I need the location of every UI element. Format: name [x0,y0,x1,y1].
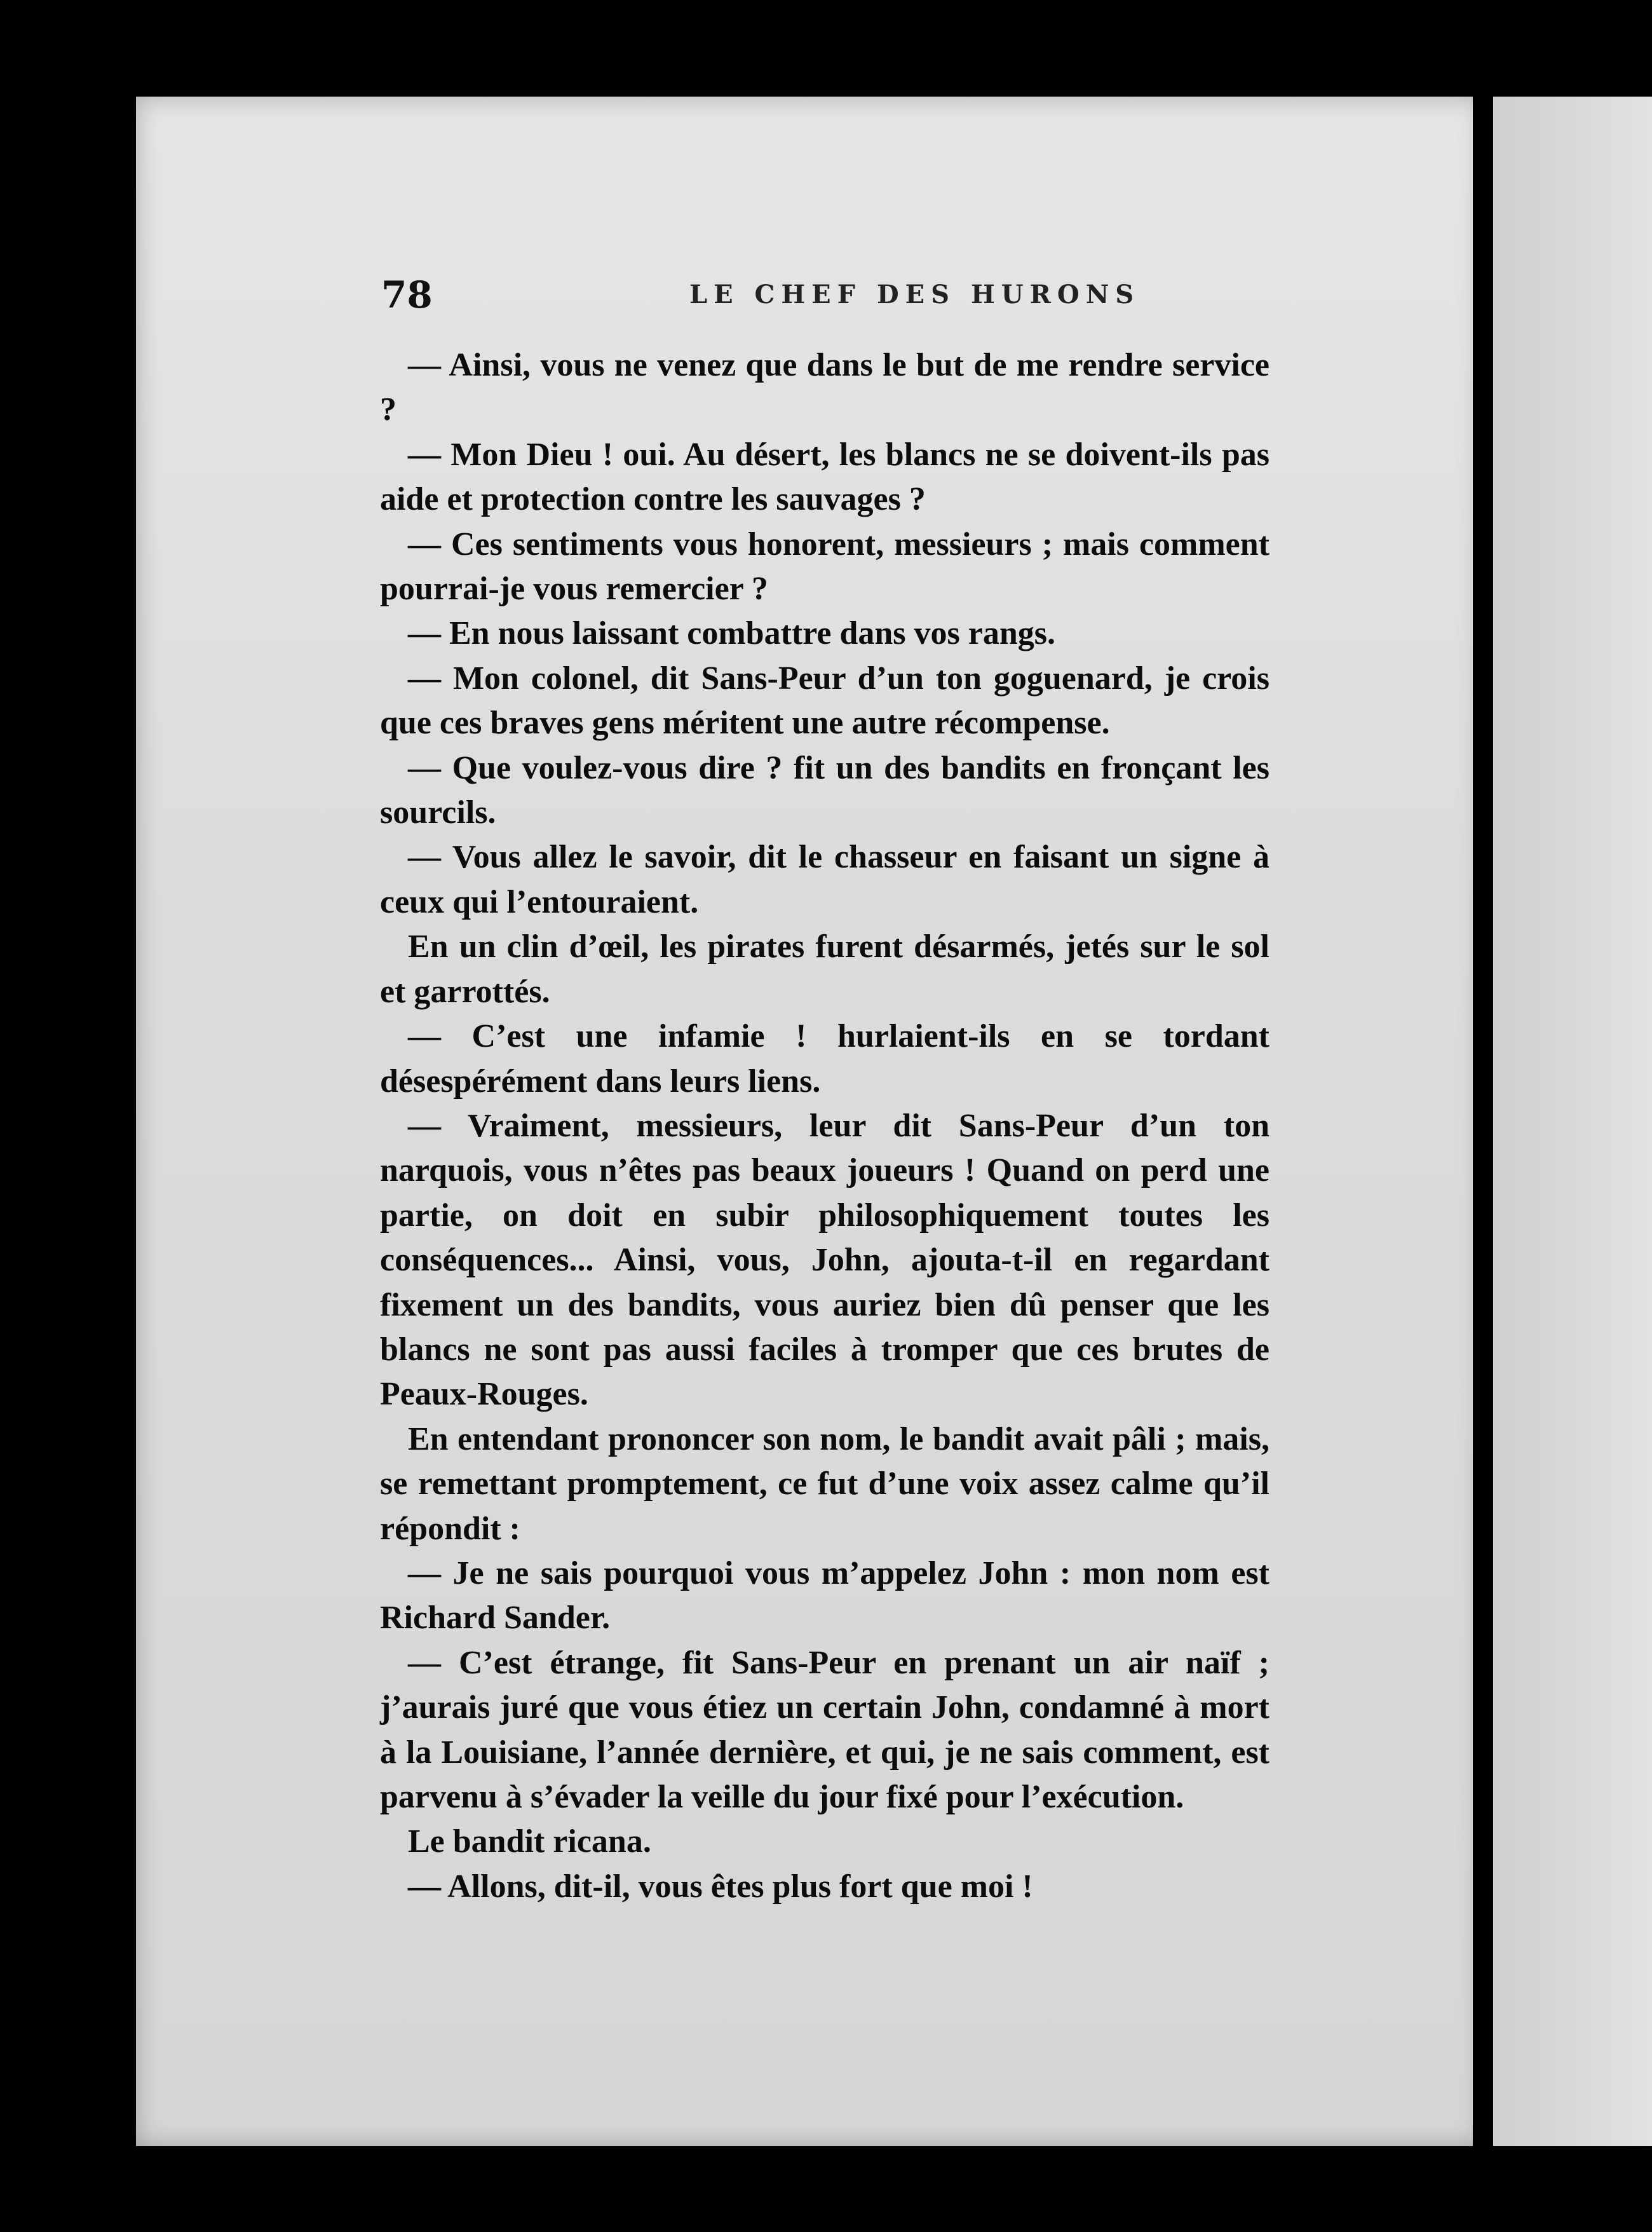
paragraph: Le bandit ricana. [408,1823,651,1860]
paragraph: — Vraiment, messieurs, leur dit Sans-Peur d’un ton narquois, vous n’êtes pas beaux joueurs ! Quand on perd une partie, on doit en subir philosophiquement toutes les conséquences... Ainsi, vous, John, ajouta-t-il en regardant fixement un des bandits, vous auriez bien dû penser que les blancs ne sont pas aussi faciles à tromper que ces brutes de Peaux-Rouges. [380,1107,1269,1413]
book-gutter [1473,76,1493,2174]
paragraph: — Je ne sais pourquoi vous m’appelez John : mon nom est Richard Sander. [380,1555,1269,1637]
paragraph: — Que voulez-vous dire ? fit un des bandits en fronçant les sourcils. [380,749,1269,831]
running-head: LE CHEF DES HURONS [689,280,1141,310]
paragraph: — Ces sentiments vous honorent, messieurs ; mais comment pourrai-je vous remercier ? [380,526,1269,608]
page-number: 78 [381,273,433,316]
facing-page-edge [1493,97,1652,2146]
paragraph: En un clin d’œil, les pirates furent désarmés, jetés sur le sol et garrottés. [380,929,1269,1010]
paragraph: — Mon colonel, dit Sans-Peur d’un ton goguenard, je crois que ces braves gens méritent une autre récompense. [380,660,1269,742]
paragraph: — Ainsi, vous ne venez que dans le but de me rendre service ? [380,347,1269,428]
paragraph: — Vous allez le savoir, dit le chasseur en faisant un signe à ceux qui l’entouraient. [380,839,1269,920]
paragraph: — C’est une infamie ! hurlaient-ils en se tordant désespérément dans leurs liens. [380,1018,1269,1099]
paragraph: — Mon Dieu ! oui. Au désert, les blancs ne se doivent-ils pas aide et protection contre les sauvages ? [380,436,1269,518]
paragraph: — En nous laissant combattre dans vos rangs. [408,615,1056,652]
paragraph: En entendant prononcer son nom, le bandit avait pâli ; mais, se remettant promptement, ce fut d’une voix assez calme qu’il répondit : [380,1420,1269,1547]
paragraph: — Allons, dit-il, vous êtes plus fort que moi ! [408,1868,1033,1905]
paragraph: — C’est étrange, fit Sans-Peur en prenant un air naïf ; j’aurais juré que vous étiez un certain John, condamné à mort à la Louisiane, l’année dernière, et qui, je ne sais comment, est parvenu à s’évader la veille du jour fixé pour l’exécution. [380,1644,1269,1815]
body-text [380,343,1269,1909]
